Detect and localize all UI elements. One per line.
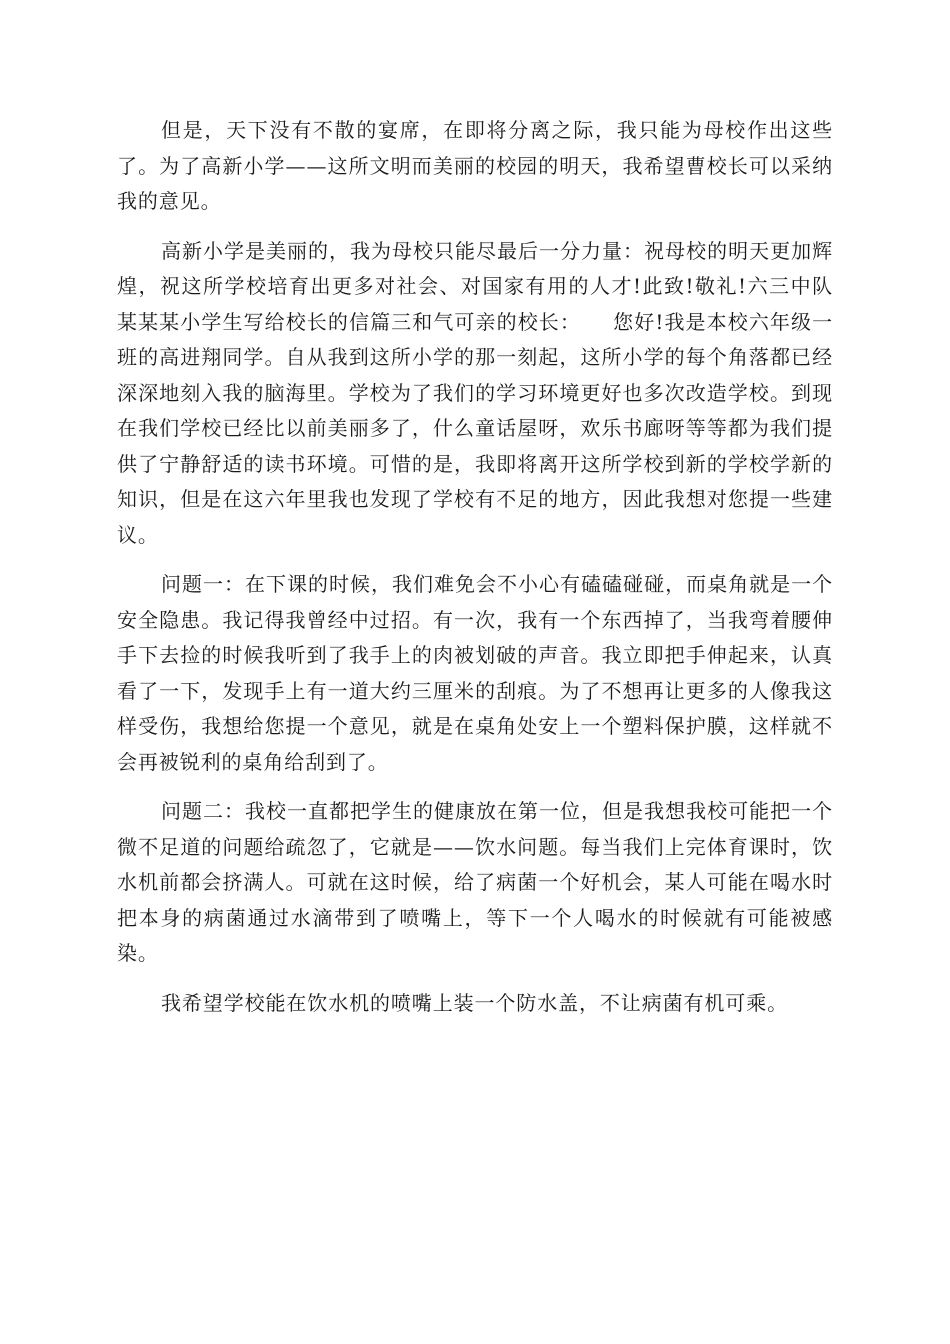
document-body: [117, 113, 833, 1035]
paragraph-4: 问题二：我校一直都把学生的健康放在第一位，但是我想我校可能把一个微不足道的问题给疏忽了，它就是——饮水问题。每当我们上完体育课时，饮水机前都会挤满人。可就在这时候，给了病菌一个好机会，某人可能在喝水时把本身的病菌通过水滴带到了喷嘴上，等下一个人喝水的时候就有可能被感染。: [117, 799, 833, 965]
paragraph-3: 问题一：在下课的时候，我们难免会不小心有磕磕碰碰，而桌角就是一个安全隐患。我记得我曾经中过招。有一次，我有一个东西掉了，当我弯着腰伸手下去捡的时候我听到了我手上的肉被划破的声音。我立即把手伸起来，认真看了一下，发现手上有一道大约三厘米的刮痕。为了不想再让更多的人像我这样受伤，我想给您提一个意见，就是在桌角处安上一个塑料保护膜，这样就不会再被锐利的桌角给刮到了。: [117, 572, 833, 774]
paragraph-2: 高新小学是美丽的，我为母校只能尽最后一分力量：祝母校的明天更加辉煌，祝这所学校培育出更多对社会、对国家有用的人才!此致!敬礼!六三中队某某某小学生写给校长的信篇三和气可亲的校长： 您好!我是本校六年级一班的高进翔同学。自从我到这所小学的那一刻起，这所小学的每个角落都已经深深地刻入我的脑海里。学校为了我们的学习环境更好也多次改造学校。到现在我们学校已经比以前美丽多了，什么童话屋呀，欢乐书廊呀等等都为我们提供了宁静舒适的读书环境。可惜的是，我即将离开这所学校到新的学校学新的知识，但是在这六年里我也发现了学校有不足的地方，因此我想对您提一些建议。: [117, 238, 833, 547]
paragraph-1: 但是，天下没有不散的宴席，在即将分离之际，我只能为母校作出这些了。为了高新小学——这所文明而美丽的校园的明天，我希望曹校长可以采纳我的意见。: [117, 118, 833, 213]
paragraph-5: 我希望学校能在饮水机的喷嘴上装一个防水盖，不让病菌有机可乘。: [161, 990, 788, 1015]
